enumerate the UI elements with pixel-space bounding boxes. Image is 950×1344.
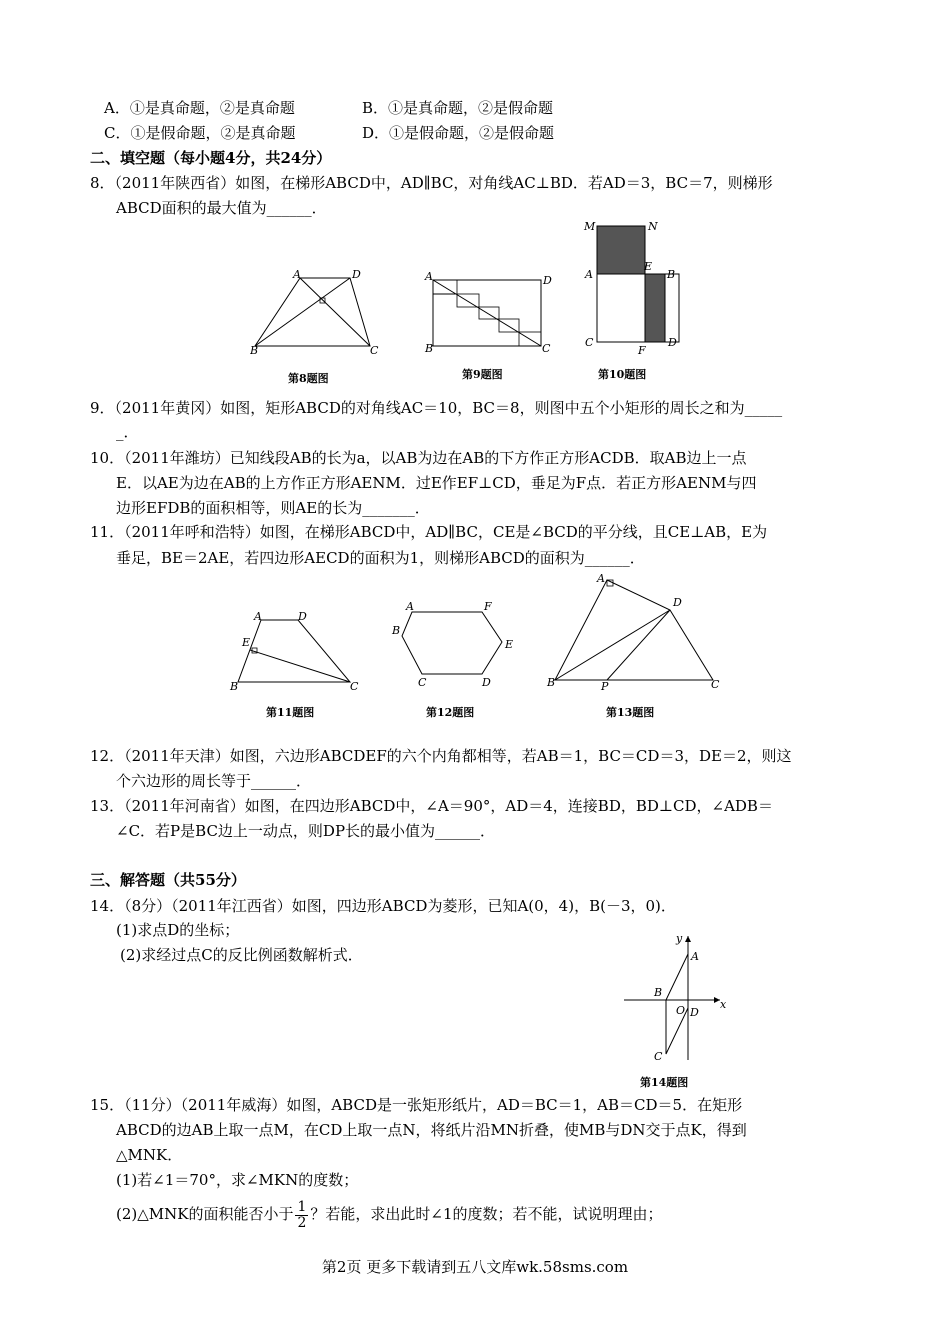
fig11-label-a: A [254, 610, 262, 623]
choice-a: A．①是真命题，②是真命题 [104, 99, 295, 117]
q14-line1: 14．（8分）（2011年江西省）如图，四边形ABCD为菱形，已知A(0，4)，B(－3，0)． [90, 897, 676, 915]
fig10-label-a: A [585, 268, 593, 281]
fig8-label-a: A [293, 268, 301, 281]
fig14-caption: 第14题图 [640, 1076, 689, 1089]
figure-9 [423, 270, 553, 355]
fig13-label-d: D [673, 596, 682, 609]
q12-line1: 12．（2011年天津）如图，六边形ABCDEF的六个内角都相等，若AB＝1，BC＝CD＝3，DE＝2，则这 [90, 747, 792, 765]
fig11-caption: 第11题图 [266, 706, 315, 719]
fig12-caption: 第12题图 [426, 706, 475, 719]
q15-sub2-post: ？若能，求出此时∠1的度数；若不能，试说明理由； [310, 1205, 663, 1223]
section3-heading: 三、解答题（共55分） [90, 871, 246, 889]
fig8-caption: 第8题图 [288, 372, 329, 385]
fig9-label-d: D [543, 274, 552, 287]
fig12-label-d: D [482, 676, 491, 689]
fig10-caption: 第10题图 [598, 368, 647, 381]
fig14-label-c: C [654, 1050, 663, 1063]
q13-line2: ∠C．若P是BC边上一动点，则DP长的最小值为______． [116, 822, 496, 840]
fig11-label-d: D [298, 610, 307, 623]
fig9-caption: 第9题图 [462, 368, 503, 381]
fig13-label-p: P [601, 680, 609, 690]
q12-line2: 个六边形的周长等于______． [116, 772, 312, 790]
q9-line1: 9．（2011年黄冈）如图，矩形ABCD的对角线AC＝10，BC＝8，则图中五个小矩形的周长之和为_____ [90, 399, 783, 417]
q9-line2: _． [116, 423, 139, 441]
q15-sub1: (1)若∠1＝70°，求∠MKN的度数； [116, 1171, 359, 1189]
q15-sub2-pre: (2)△MNK的面积能否小于 [116, 1205, 294, 1223]
figure-14 [620, 930, 735, 1065]
q10-line2: E．以AE为边在AB的上方作正方形AENM．过E作EF⊥CD，垂足为F点．若正方形AENM与四 [116, 474, 757, 492]
fig14-label-b: B [654, 986, 663, 999]
q14-sub2: (2)求经过点C的反比例函数解析式． [120, 946, 363, 964]
fig12-label-c: C [418, 676, 427, 689]
figure-8 [250, 266, 385, 356]
fig12-label-f: F [484, 600, 492, 613]
page-footer: 第2页 更多下载请到五八文库wk.58sms.com [321, 1258, 629, 1276]
q10-line1: 10．（2011年潍坊）已知线段AB的长为a，以AB为边在AB的下方作正方形ACDB．取AB边上一点 [90, 449, 747, 467]
fig13-label-a: A [597, 572, 605, 585]
fig14-label-y: y [676, 932, 683, 945]
fig14-label-a: A [691, 950, 699, 963]
fig11-label-c: C [350, 680, 359, 692]
q15-sub2 [116, 1198, 663, 1231]
q8-line2: ABCD面积的最大值为______． [116, 199, 327, 217]
fig9-label-c: C [542, 342, 551, 355]
fig9-label-a: A [425, 270, 433, 283]
fig14-label-o: O [676, 1004, 686, 1017]
q11-line1: 11．（2011年呼和浩特）如图，在梯形ABCD中，AD∥BC，CE是∠BCD的平分线，且CE⊥AB，E为 [90, 523, 768, 541]
fig8-label-b: B [250, 344, 259, 356]
fig14-label-d: D [690, 1006, 699, 1019]
fig14-label-x: x [720, 998, 727, 1011]
fig10-label-c: C [585, 336, 594, 349]
fraction-denominator: 2 [297, 1214, 307, 1231]
q10-line3: 边形EFDB的面积相等，则AE的长为_______． [116, 499, 430, 517]
fraction-numerator: 1 [297, 1198, 307, 1215]
fraction-one-half [295, 1200, 308, 1231]
fig11-label-b: B [230, 680, 239, 692]
fig10-label-b: B [667, 268, 676, 281]
figure-12 [390, 598, 520, 690]
fig13-caption: 第13题图 [606, 706, 655, 719]
figure-13 [545, 570, 730, 690]
q15-line2: ABCD的边AB上取一点M，在CD上取一点N，将纸片沿MN折叠，使MB与DN交于点K，得到 [116, 1121, 747, 1139]
figure-11 [228, 610, 363, 692]
fig12-label-b: B [392, 624, 401, 637]
fig13-label-c: C [711, 678, 720, 690]
figure-10 [580, 218, 685, 358]
choice-d: D．①是假命题，②是假命题 [362, 124, 555, 142]
fig9-label-b: B [425, 342, 434, 355]
q15-line3: △MNK． [116, 1146, 183, 1164]
fig13-label-b: B [547, 676, 556, 689]
fig12-label-a: A [406, 600, 414, 613]
q13-line1: 13．（2011年河南省）如图，在四边形ABCD中，∠A＝90°，AD＝4，连接BD，BD⊥CD，∠ADB＝ [90, 797, 773, 815]
q8-line1: 8．（2011年陕西省）如图，在梯形ABCD中，AD∥BC，对角线AC⊥BD．若AD＝3，BC＝7，则梯形 [90, 174, 773, 192]
choice-b: B．①是真命题，②是假命题 [362, 99, 554, 117]
fig8-label-d: D [352, 268, 361, 281]
q11-line2: 垂足，BE＝2AE，若四边形AECD的面积为1，则梯形ABCD的面积为______． [116, 549, 645, 567]
choice-c: C．①是假命题，②是真命题 [104, 124, 296, 142]
fig12-label-e: E [505, 638, 514, 651]
fig11-label-e: E [242, 636, 251, 649]
fig10-label-f: F [638, 344, 646, 357]
section2-heading: 二、填空题（每小题4分，共24分） [90, 149, 332, 167]
fig10-label-n: N [648, 220, 658, 233]
q14-sub1: (1)求点D的坐标； [116, 921, 240, 939]
fig10-label-m: M [584, 220, 596, 233]
q15-line1: 15．（11分）（2011年威海）如图，ABCD是一张矩形纸片，AD＝BC＝1，AB＝CD＝5．在矩形 [90, 1096, 743, 1114]
fig8-label-c: C [370, 344, 379, 356]
fig10-label-e: E [644, 260, 653, 273]
fig10-label-d: D [668, 336, 677, 349]
